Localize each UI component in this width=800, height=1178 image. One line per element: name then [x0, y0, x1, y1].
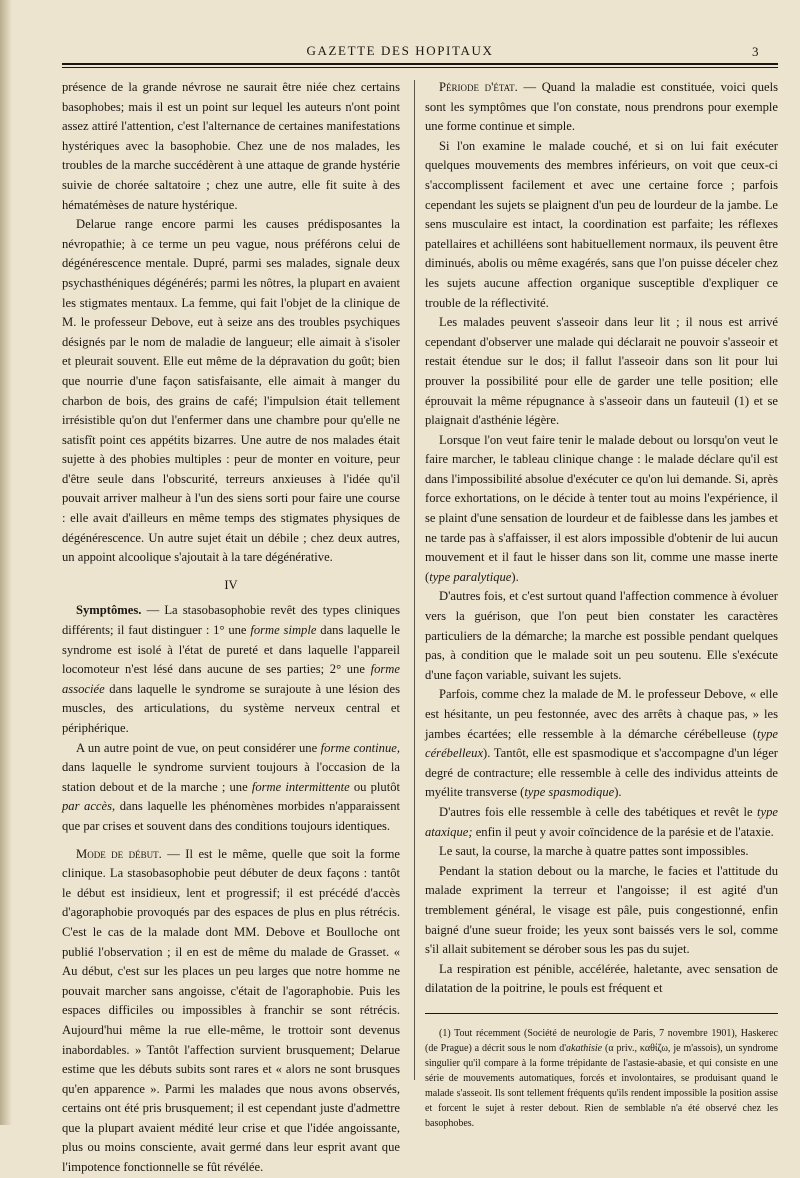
- column-divider: [414, 80, 415, 1080]
- text-run: dans laquelle le syndrome survient toujours à l'occasion de la station debout et de la marche ; une: [62, 760, 400, 794]
- page-number: 3: [752, 44, 759, 59]
- header-rule-thick: [62, 63, 778, 65]
- text-run: D'autres fois elle ressemble à celle des tabétiques et revêt le: [439, 804, 758, 819]
- paragraph: Si l'on examine le malade couché, et si on lui fait exécuter quelques mouvements des membres inférieurs, on voit que ceux-ci s'accomplissent facilement et avec une certaine force ; parfois cependant les sujets se plaignent d'un peu de lourdeur de la jambe. Le sens musculaire est intact, la coordination est parfaite; les réflexes patellaires et achilléens sont habituellement normaux, ils peuvent être diminués, abolis ou même exagérés, sans que l'on puisse déceler chez les sujets aucune affection organique susceptible d'expliquer ce trouble de la réflectivité.: [425, 138, 778, 310]
- paragraph-lorsque: [425, 431, 778, 588]
- run-heading: Mode de début.: [76, 846, 162, 861]
- text-run: ). Tantôt, elle est spasmodique et s'accompagne d'un léger degré de contracture; elle ressemble à celle des individus atteints de myélite transverse (: [425, 746, 778, 800]
- run-heading: Période d'état.: [439, 80, 518, 94]
- text-run: enfin il peut y avoir coïncidence de la parésie et de l'ataxie.: [472, 824, 774, 839]
- text-run: Lorsque l'on veut faire tenir le malade debout ou lorsqu'on veut le faire marcher, le tableau clinique change : le malade déclare qu'il est dans l'impossibilité absolue d'exécuter ce qu'on lui demande. Si, après force exhortations, on le décide à tenter tout au moins l'expérience, il se plaint d'une sensation de lourdeur et de faiblesse dans les jambes et ne tarde pas à s'affaisser, il est alors impossible d'obtenir de lui aucun mouvement et il faut le hisser dans son lit, comme une masse inerte (: [425, 432, 778, 584]
- text-run: (1) Tout récemment (Société de neurologie de Paris, 7 novembre 1901), Haskerec (de Prague) a décrit sous le nom d': [425, 1027, 778, 1054]
- text-run-italic: par accès: [62, 799, 113, 814]
- text-run-italic: type paralytique: [429, 569, 512, 584]
- text-run: , dans laquelle les phénomènes morbides n'apparaissent que par crises et souvent dans des conditions toujours identiques.: [62, 799, 400, 833]
- footnote: [425, 1026, 778, 1131]
- text-run-italic: type cérébelleux: [425, 726, 778, 761]
- run-heading: Symptômes.: [76, 603, 142, 618]
- text-run: ).: [614, 785, 622, 800]
- paragraph: La respiration est pénible, accélérée, haletante, avec sensation de dilatation de la poitrine, le pouls est fréquent et: [425, 961, 778, 996]
- paragraph-tabetiques: [425, 803, 778, 842]
- paragraph: présence de la grande névrose ne saurait être niée chez certains basophobes; mais il est un point sur lequel les auteurs n'ont point assez attiré l'attention, c'est l'alternance de certaines manifestations hystériques avec la basophobie. Chez une de nos malades, les troubles de la marche succédèrent à une attaque de grande hystérie suivie de chorée saltatoire ; chez une autre, elle fit suite à des hématémèses de nature hystérique.: [62, 80, 400, 212]
- journal-title: GAZETTE DES HOPITAUX: [306, 43, 494, 58]
- text-run-italic: akathisie: [566, 1042, 603, 1054]
- right-column: [425, 78, 778, 1131]
- paragraph-point-de-vue: [62, 739, 400, 837]
- paragraph: D'autres fois, et c'est surtout quand l'affection commence à évoluer vers la guérison, que l'on peut bien constater les caractères particuliers de la démarche; la marche est possible pendant quelques pas, à condition que le malade soit un peu soutenu. Elle s'exécute d'une façon variable, suivant les sujets.: [425, 589, 778, 682]
- text-run: dans laquelle le syndrome est isolé à l'état de pureté et dans laquelle l'appareil locomoteur n'est lésé dans aucune de ses parties; 2° une: [62, 623, 400, 677]
- text-run-italic: forme associée: [62, 662, 400, 696]
- text-run: Parfois, comme chez la malade de M. le professeur Debove, « elle est hésitante, un peu festonnée, avec des arrêts à chaque pas, » les jambes écartées; elle ressemble à la démarche cérébelleuse (: [425, 687, 778, 741]
- text-run: A un autre point de vue, on peut considérer une: [76, 740, 321, 755]
- text-run-italic: forme simple: [250, 623, 317, 638]
- text-run-italic: forme continue,: [320, 740, 400, 755]
- footnote-rule: [425, 1013, 778, 1014]
- text-run-italic: type spasmodique: [524, 785, 615, 800]
- paragraph: Delarue range encore parmi les causes prédisposantes la névropathie; à ce terme un peu vague, nous préférons celui de dégénérescence mentale. Dupré, parmi ses malades, signale deux psychasthéniques dégénérés; parmi les nôtres, la plupart en avaient les stigmates mentaux. La femme, qui fait l'objet de la clinique de M. le professeur Debove, eut à seize ans des troubles psychiques désignés par le nom de maladie de langueur; elle aimait à s'isoler et pleurait souvent. Elle eut même de la dépravation du goût; bien que nourrie d'une façon satisfaisante, elle aimait à manger du charbon de bois, des grains de café; l'impulsion était tellement irrésistible qu'on dut l'enfermer dans une chambre pour qu'elle ne satisfît point ces appétits bizarres. Une autre de nos malades était sujette à des phobies multiples : peur de monter en voiture, peur d'être seule dans l'obscurité, terreurs anxieuses à l'idée qu'il pouvait arriver malheur à l'un des siens sorti pour faire une course : elle avait d'ailleurs en même temps des stigmates physiques de dégénérescence. Un autre sujet était un débile ; chez deux autres, un appoint alcoolique s'ajoutait à la tare dégénérative.: [62, 217, 400, 565]
- paragraph-symptomes: [62, 601, 400, 738]
- text-run: ).: [511, 569, 519, 584]
- page-edge-shadow: [0, 0, 12, 1125]
- text-run: dans laquelle le syndrome se surajoute à une lésion des muscles, des articulations, du système nerveux central et périphérique.: [62, 681, 400, 735]
- text-run: (α priv., καθίζω, je m'assois), un syndrome singulier qu'il compare à la forme trépidante de l'astasie-abasie, et qui consiste en une série de mouvements automatiques, forcés et involontaires, se produisant quand le malade s'asseoit. Ils sont tellement fréquents qu'ils rendent impossible la position assise et forcent le sujet à rester debout. Rien de semblable n'a été observé chez les basophobes.: [425, 1042, 778, 1129]
- paragraph-periode: [425, 78, 778, 137]
- text-run: — La stasobasophobie revêt des types cliniques différents; il faut distinguer : 1° une: [62, 603, 400, 638]
- text-run: — Il est le même, quelle que soit la forme clinique. La stasobasophobie peut débuter de deux façons : tantôt le début est insidieux, lent et progressif; il est précédé d'accès d'agoraphobie provoqués par des espaces de plus en plus rétrécis. C'est le cas de la malade dont MM. Debove et Boulloche ont publié l'observation ; il en est de même du malade de Grasset. « Au début, c'est sur les places un peu larges que notre homme ne pouvait marcher sans angoisse, c'était de l'agoraphobie. Puis les espaces difficiles ou impossibles à franchir se sont rétrécis. Aujourd'hui même la rue elle-même, le trottoir sont devenus inabordables. » Tantôt l'affection survient brusquement; Delarue estime que les débuts subits sont rares et « alors ne sont brusques qu'en apparence ». Parmi les malades que nous avons observés, certains ont été pris brusquement; il est cependant juste d'admettre que la plupart avaient médité leur crise et que l'idée angoissante, plus ou moins consciente, avait germé dans leur esprit avant que l'impotence fonctionnelle se fût révélée.: [62, 846, 400, 1175]
- section-number: IV: [224, 577, 238, 592]
- paragraph-parfois: [425, 685, 778, 803]
- paragraph: Pendant la station debout ou la marche, le facies et l'attitude du malade expriment la terreur et l'angoisse; il est agité d'un tremblement général, le visage est pâle, puis congestionné, enfin baigné d'une sueur froide; les yeux sont baissés vers le sol, comme s'il allait subitement se dérober sous les pas du sujet.: [425, 863, 778, 957]
- text-run-italic: type ataxique;: [425, 804, 778, 839]
- text-run: ou plutôt: [349, 779, 400, 794]
- text-run: — Quand la maladie est constituée, voici quels sont les symptômes que l'on constate, nous prendrons pour exemple une forme continue et simple.: [425, 80, 778, 134]
- header-rule-thin: [62, 67, 778, 68]
- paragraph: Les malades peuvent s'asseoir dans leur lit ; il nous est arrivé cependant d'observer une malade qui déclarait ne pouvoir s'asseoir et restait étendue sur le dos; il fallut l'asseoir dans son lit pour lui prouver la possibilité pour elle de garder une telle position; elle éprouvait la même répugnance à s'asseoir dans un fauteuil (1) et se plaignait d'asthénie légère.: [425, 315, 778, 428]
- paragraph-mode-debut: [62, 845, 400, 1178]
- text-run-italic: forme intermittente: [251, 779, 350, 794]
- paragraph: Le saut, la course, la marche à quatre pattes sont impossibles.: [439, 844, 749, 859]
- left-column: [62, 78, 400, 1178]
